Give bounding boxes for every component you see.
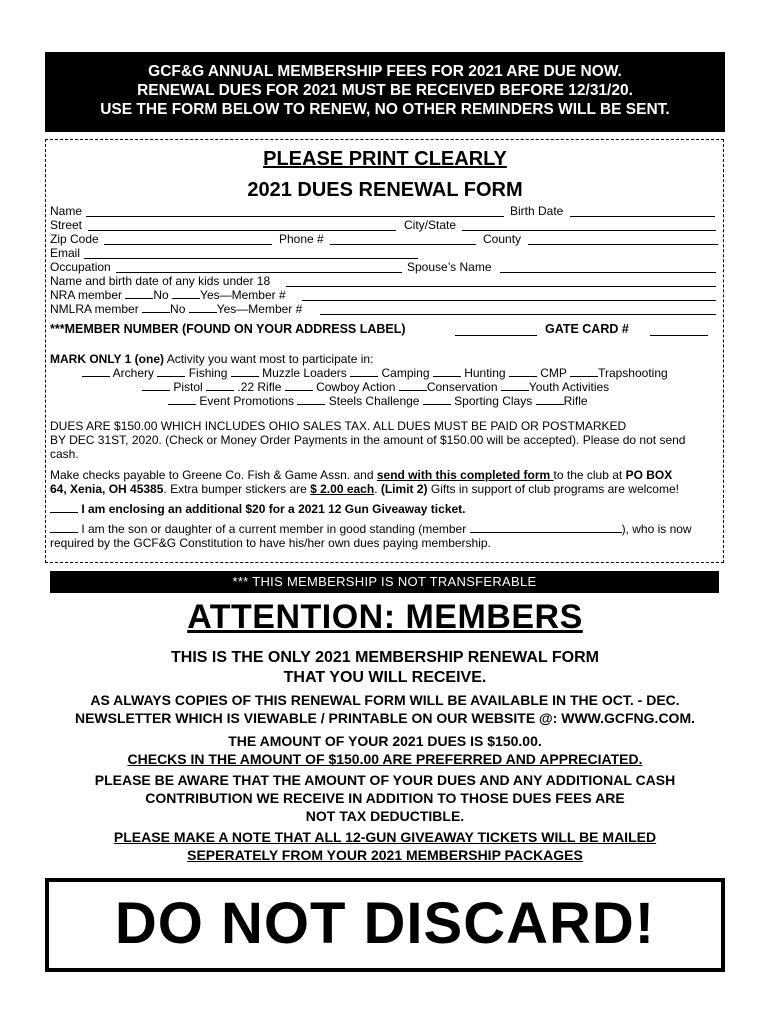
checks-po-box: PO BOX	[625, 468, 673, 482]
cmp-label: CMP	[540, 366, 567, 380]
son-daughter-checkbox[interactable]	[50, 522, 78, 533]
name-label: Name	[50, 204, 83, 218]
activities-intro	[50, 352, 373, 366]
occupation-field[interactable]	[116, 272, 402, 273]
activities-row-1	[82, 366, 668, 380]
nra-member-number-field[interactable]	[302, 300, 716, 301]
occupation-label: Occupation	[50, 260, 111, 274]
rifle-22-checkbox[interactable]	[206, 380, 234, 391]
archery-checkbox[interactable]	[82, 366, 110, 377]
checks-text-1: Make checks payable to Greene Co. Fish & Game Assn. and	[50, 468, 377, 482]
banner-line-3: USE THE FORM BELOW TO RENEW, NO OTHER REMINDERS WILL BE SENT.	[100, 101, 670, 118]
kids-label: Name and birth date of any kids under 18	[50, 274, 271, 288]
nmlra-member-number-field[interactable]	[320, 314, 716, 315]
street-label: Street	[50, 218, 83, 232]
muzzle-loaders-label: Muzzle Loaders	[262, 366, 347, 380]
nmlra-label: NMLRA member	[50, 302, 143, 316]
checks-send-with-form: send with this completed form	[376, 468, 554, 482]
gate-card-label: GATE CARD #	[545, 322, 629, 336]
phone-label: Phone #	[279, 232, 324, 246]
conservation-label: Conservation	[426, 380, 498, 394]
rifle-22-label: .22 Rifle	[237, 380, 282, 394]
banner-line-1: GCF&G ANNUAL MEMBERSHIP FEES FOR 2021 ARE DUE NOW.	[148, 63, 622, 80]
dues-line-1: DUES ARE $150.00 WHICH INCLUDES OHIO SALES TAX. ALL DUES MUST BE PAID OR POSTMARKED	[50, 419, 627, 433]
attention-line-9: NOT TAX DEDUCTIBLE.	[305, 808, 465, 824]
checks-text-3: . Extra bumper stickers are	[163, 482, 311, 496]
zip-label: Zip Code	[50, 232, 99, 246]
pistol-checkbox[interactable]	[142, 380, 170, 391]
activities-row-3	[168, 394, 588, 408]
gate-card-field[interactable]	[650, 335, 708, 336]
son-daughter-row-2: required by the GCF&G Constitution to have his/her own dues paying membership.	[50, 536, 491, 550]
attention-line-11	[0, 847, 770, 864]
spouse-label: Spouse’s Name	[407, 260, 492, 274]
checks-address: 64, Xenia, OH 45385	[50, 482, 164, 496]
steels-challenge-label: Steels Challenge	[328, 394, 420, 408]
attention-line-10-text: PLEASE MAKE A NOTE THAT ALL 12-GUN GIVEAWAY TICKETS WILL BE MAILED	[113, 829, 657, 845]
zip-field[interactable]	[104, 244, 272, 245]
county-label: County	[483, 232, 522, 246]
dues-line-2: BY DEC 31ST, 2020. (Check or Money Order Payments in the amount of $150.00 will be accepted). Please do not send	[50, 433, 686, 447]
camping-checkbox[interactable]	[350, 366, 378, 377]
trapshooting-label: Trapshooting	[598, 366, 668, 380]
spouse-field[interactable]	[500, 272, 716, 273]
attention-line-5: THE AMOUNT OF YOUR 2021 DUES IS $150.00.	[228, 733, 542, 749]
attention-line-4: NEWSLETTER WHICH IS VIEWABLE / PRINTABLE ON OUR WEBSITE @: WWW.GCFNG.COM.	[74, 710, 696, 726]
street-field[interactable]	[88, 230, 396, 231]
nra-row	[50, 288, 286, 302]
giveaway-checkbox[interactable]	[50, 502, 78, 513]
pistol-label: Pistol	[173, 380, 203, 394]
nmlra-row	[50, 302, 302, 316]
dues-line-3: cash.	[50, 447, 79, 461]
camping-label: Camping	[381, 366, 430, 380]
attention-line-1: THIS IS THE ONLY 2021 MEMBERSHIP RENEWAL FORM	[171, 649, 599, 666]
activities-row-2	[142, 380, 609, 394]
nmlra-no-label: No	[170, 302, 189, 316]
nra-label: NRA member	[50, 288, 126, 302]
fishing-label: Fishing	[188, 366, 228, 380]
email-field[interactable]	[84, 258, 418, 259]
name-field[interactable]	[86, 216, 504, 217]
renewal-form-box	[45, 139, 724, 563]
event-promotions-checkbox[interactable]	[168, 394, 196, 405]
rifle-label: Rifle	[563, 394, 588, 408]
nmlra-no-field[interactable]	[142, 302, 170, 313]
birth-date-label: Birth Date	[510, 204, 564, 218]
nra-yes-field[interactable]	[172, 288, 200, 299]
activities-intro-bold: MARK ONLY 1 (one)	[50, 352, 165, 366]
checks-line-2	[50, 482, 679, 496]
nmlra-yes-field[interactable]	[189, 302, 217, 313]
header-banner	[45, 52, 725, 132]
son-daughter-row-1	[50, 522, 692, 536]
attention-line-6-text: CHECKS IN THE AMOUNT OF $150.00 ARE PREFERRED AND APPRECIATED.	[127, 751, 643, 767]
cowboy-action-checkbox[interactable]	[285, 380, 313, 391]
event-promotions-label: Event Promotions	[199, 394, 295, 408]
banner-line-2: RENEWAL DUES FOR 2021 MUST BE RECEIVED BEFORE 12/31/20.	[137, 82, 633, 99]
son-daughter-text-1: I am the son or daughter of a current member in good standing (member	[81, 522, 467, 536]
giveaway-label: I am enclosing an additional $20 for a 2021 12 Gun Giveaway ticket.	[81, 502, 466, 516]
not-transferable-strip: *** THIS MEMBERSHIP IS NOT TRANSFERABLE	[50, 571, 719, 593]
email-label: Email	[50, 246, 81, 260]
attention-line-6	[0, 751, 770, 768]
giveaway-row	[50, 502, 466, 516]
sporting-clays-checkbox[interactable]	[423, 394, 451, 405]
birth-date-field[interactable]	[570, 216, 715, 217]
attention-line-7: PLEASE BE AWARE THAT THE AMOUNT OF YOUR DUES AND ANY ADDITIONAL CASH	[94, 772, 676, 788]
archery-label: Archery	[112, 366, 155, 380]
checks-text-4: .	[374, 482, 381, 496]
muzzle-loaders-checkbox[interactable]	[231, 366, 259, 377]
nra-yes-label: Yes—Member #	[200, 288, 286, 302]
nra-no-label: No	[153, 288, 173, 302]
cmp-checkbox[interactable]	[509, 366, 537, 377]
steels-challenge-checkbox[interactable]	[297, 394, 325, 405]
parent-member-field[interactable]	[470, 522, 622, 533]
nra-no-field[interactable]	[125, 288, 153, 299]
sporting-clays-label: Sporting Clays	[454, 394, 533, 408]
checks-sticker-price: $ 2.00 each	[310, 482, 375, 496]
checks-line-1	[50, 468, 672, 482]
attention-heading: ATTENTION: MEMBERS	[187, 598, 583, 636]
checks-text-5: Gifts in support of club programs are welcome!	[427, 482, 679, 496]
phone-field[interactable]	[330, 244, 476, 245]
city-state-field[interactable]	[462, 230, 716, 231]
activities-intro-text: Activity you want most to participate in:	[164, 352, 374, 366]
print-clearly-heading: PLEASE PRINT CLEARLY	[263, 148, 507, 170]
son-daughter-text-2: ), who is now	[621, 522, 692, 536]
member-number-field[interactable]	[455, 335, 537, 336]
hunting-label: Hunting	[464, 366, 506, 380]
fishing-checkbox[interactable]	[157, 366, 185, 377]
cowboy-action-label: Cowboy Action	[316, 380, 396, 394]
youth-activities-checkbox[interactable]	[501, 380, 529, 391]
attention-line-10	[0, 829, 770, 846]
trapshooting-checkbox[interactable]	[570, 366, 598, 377]
rifle-checkbox[interactable]	[536, 394, 564, 405]
do-not-discard-text: DO NOT DISCARD!	[114, 891, 656, 956]
checks-text-2: to the club at	[553, 468, 626, 482]
county-field[interactable]	[528, 244, 718, 245]
attention-line-2: THAT YOU WILL RECEIVE.	[283, 669, 487, 686]
conservation-checkbox[interactable]	[399, 380, 427, 391]
attention-line-3: AS ALWAYS COPIES OF THIS RENEWAL FORM WILL BE AVAILABLE IN THE OCT. - DEC.	[90, 692, 680, 708]
form-title: 2021 DUES RENEWAL FORM	[247, 179, 523, 201]
kids-field[interactable]	[286, 286, 716, 287]
nmlra-yes-label: Yes—Member #	[216, 302, 303, 316]
city-state-label: City/State	[404, 218, 457, 232]
youth-activities-label: Youth Activities	[528, 380, 610, 394]
hunting-checkbox[interactable]	[433, 366, 461, 377]
checks-limit: (Limit 2)	[380, 482, 428, 496]
attention-line-11-text: SEPERATELY FROM YOUR 2021 MEMBERSHIP PACKAGES	[187, 847, 583, 863]
attention-line-8: CONTRIBUTION WE RECEIVE IN ADDITION TO THOSE DUES FEES ARE	[145, 790, 625, 806]
member-number-label: ***MEMBER NUMBER (FOUND ON YOUR ADDRESS LABEL)	[50, 322, 406, 336]
